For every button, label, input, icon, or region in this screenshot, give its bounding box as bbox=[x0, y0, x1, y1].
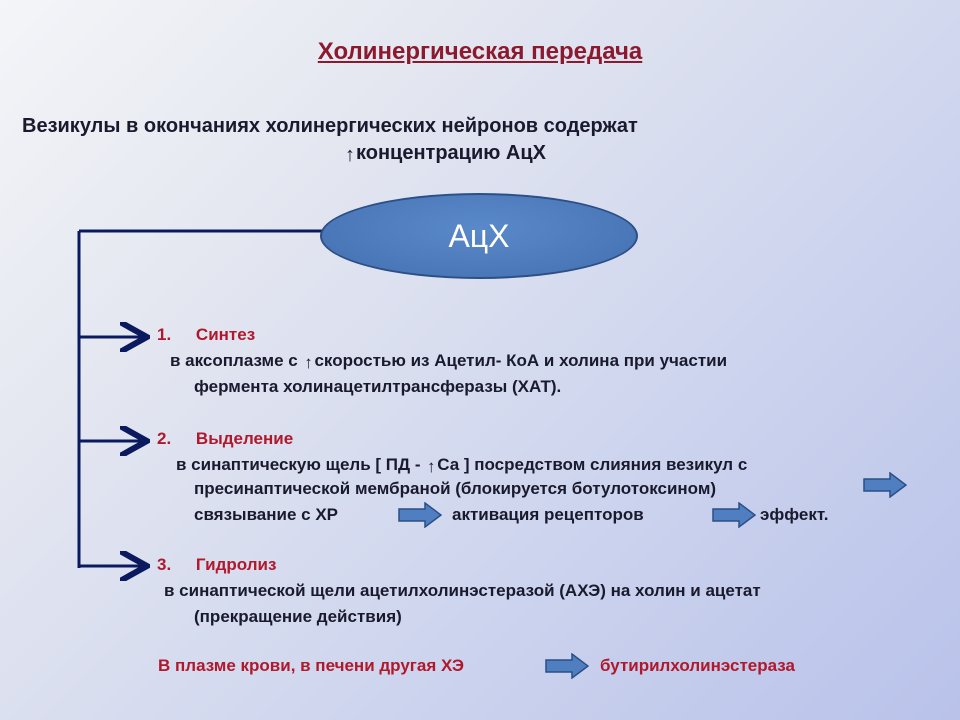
item-1-line-1: в аксоплазме с ↑ скоростью из Ацетил- КоА и холина при участии bbox=[170, 351, 728, 372]
up-arrow-icon: ↑ bbox=[304, 353, 313, 372]
item-3-line-1: в синаптической щели ацетилхолинэстеразой (АХЭ) на холин и ацетат bbox=[164, 581, 761, 600]
item-2-title: Выделение bbox=[195, 429, 294, 448]
item-1-heading bbox=[157, 325, 255, 345]
item-3-title: Гидролиз bbox=[195, 555, 277, 574]
item-2-line-3b: активация рецепторов bbox=[452, 505, 644, 524]
item-2-line-3a: связывание с ХР bbox=[194, 505, 339, 524]
block-arrow-icon bbox=[863, 472, 907, 498]
footer-left: В плазме крови, в печени другая ХЭ bbox=[158, 656, 464, 675]
footer-right: бутирилхолинэстераза bbox=[600, 656, 795, 675]
slide-title: Холинергическая передача bbox=[317, 38, 643, 65]
block-arrow-icon bbox=[712, 502, 756, 528]
item-2-line-1: в синаптическую щель [ ПД - ↑ Са ] посредством слияния везикул с bbox=[176, 455, 748, 476]
up-arrow-icon: ↑ bbox=[345, 144, 355, 166]
intro-line-2-text: концентрацию АцХ bbox=[356, 142, 546, 164]
block-arrow-icon bbox=[398, 502, 442, 528]
block-arrow-icon bbox=[545, 653, 589, 679]
item-1-title: Синтез bbox=[195, 325, 256, 344]
up-arrow-icon: ↑ bbox=[426, 457, 436, 476]
item-1-line-2: фермента холинацетилтрансферазы (ХАТ). bbox=[194, 377, 562, 396]
item-2-line-2: пресинаптической мембраной (блокируется ботулотоксином) bbox=[194, 479, 717, 498]
item-3-number: 3. bbox=[157, 555, 172, 574]
ach-node-label: АцХ bbox=[448, 217, 510, 254]
item-2-line-3c: эффект. bbox=[760, 505, 829, 524]
item-2-number: 2. bbox=[157, 429, 172, 448]
item-2-heading bbox=[157, 429, 293, 449]
intro-line-1: Везикулы в окончаниях холинергических нейронов содержат bbox=[22, 115, 638, 137]
ach-node bbox=[320, 193, 638, 279]
item-3-heading bbox=[157, 555, 276, 575]
item-1-number: 1. bbox=[157, 325, 172, 344]
item-3-line-2: (прекращение действия) bbox=[194, 607, 402, 626]
